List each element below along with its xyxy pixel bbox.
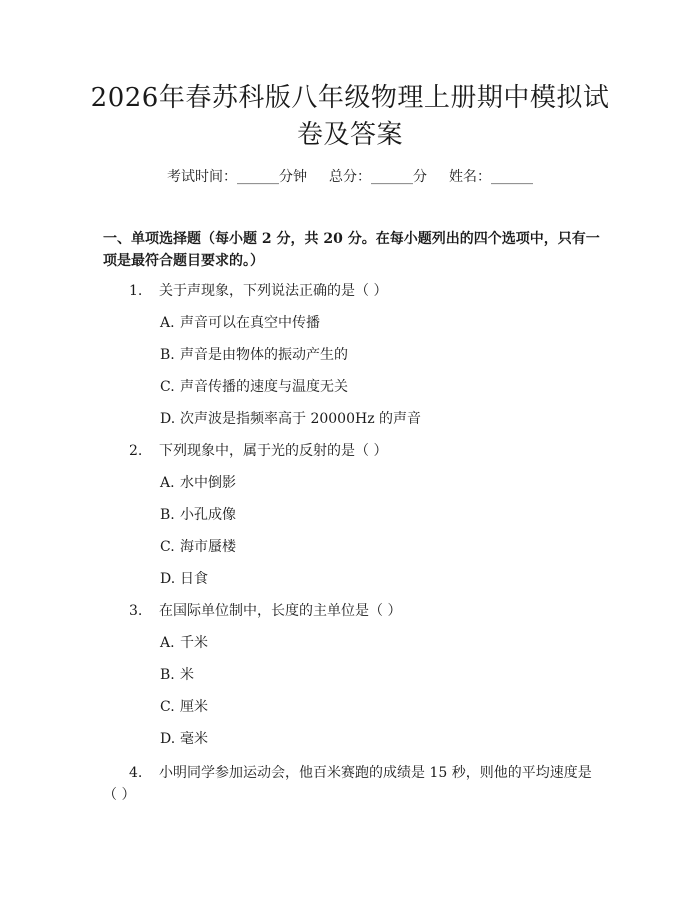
section-heading-multiple-choice: 一、单项选择题（每小题 2 分，共 20 分。在每小题列出的四个选项中，只有一项是最符合题目要求的。） <box>103 231 600 269</box>
option-text: 厘米 <box>180 699 208 715</box>
option-letter: D. <box>160 411 176 427</box>
exam-info <box>0 166 700 188</box>
option-text: 日食 <box>180 571 208 587</box>
question-text: 小明同学参加运动会，他百米赛跑的成绩是 15 秒，则他的平均速度是（ ） <box>103 765 592 803</box>
option-letter: B. <box>160 507 175 523</box>
exam-time-label: 考试时间：______分钟 <box>167 169 307 185</box>
option-letter: D. <box>160 731 176 747</box>
option-letter: A. <box>160 315 175 331</box>
question-1 <box>129 280 387 302</box>
option-letter: D. <box>160 571 176 587</box>
question-number: 2. <box>129 443 143 459</box>
option-letter: A. <box>160 635 175 651</box>
question-2-option-d <box>160 568 208 590</box>
question-3-option-c <box>160 696 208 718</box>
question-1-option-b <box>160 344 348 366</box>
option-text: 声音是由物体的振动产生的 <box>180 347 348 363</box>
question-2-option-a <box>160 472 236 494</box>
question-text: 下列现象中，属于光的反射的是（ ） <box>159 443 388 459</box>
page-title: 2026年春苏科版八年级物理上册期中模拟试卷及答案 <box>90 83 610 150</box>
question-number: 1. <box>129 283 143 299</box>
option-text: 声音可以在真空中传播 <box>180 315 320 331</box>
question-1-option-d <box>160 408 421 430</box>
question-3 <box>129 600 401 622</box>
question-1-option-c <box>160 376 348 398</box>
total-score-label: 总分：______分 <box>329 169 427 185</box>
question-4 <box>103 762 603 806</box>
option-letter: B. <box>160 667 175 683</box>
question-text: 关于声现象，下列说法正确的是（ ） <box>159 283 388 299</box>
option-letter: B. <box>160 347 175 363</box>
option-text: 声音传播的速度与温度无关 <box>180 379 348 395</box>
option-text: 千米 <box>180 635 208 651</box>
question-number: 4. <box>129 765 143 781</box>
option-letter: C. <box>160 539 175 555</box>
option-text: 海市蜃楼 <box>180 539 236 555</box>
question-2-option-c <box>160 536 236 558</box>
option-letter: C. <box>160 699 175 715</box>
option-text: 小孔成像 <box>180 507 236 523</box>
student-name-label: 姓名：______ <box>449 169 533 185</box>
question-3-option-a <box>160 632 208 654</box>
option-letter: C. <box>160 379 175 395</box>
option-letter: A. <box>160 475 175 491</box>
question-1-option-a <box>160 312 320 334</box>
question-2 <box>129 440 387 462</box>
option-text: 水中倒影 <box>180 475 236 491</box>
question-text: 在国际单位制中，长度的主单位是（ ） <box>159 603 402 619</box>
question-3-option-d <box>160 728 208 750</box>
question-3-option-b <box>160 664 194 686</box>
question-number: 3. <box>129 603 143 619</box>
option-text: 次声波是指频率高于 20000Hz 的声音 <box>180 411 422 427</box>
option-text: 米 <box>180 667 194 683</box>
option-text: 毫米 <box>180 731 208 747</box>
question-2-option-b <box>160 504 236 526</box>
